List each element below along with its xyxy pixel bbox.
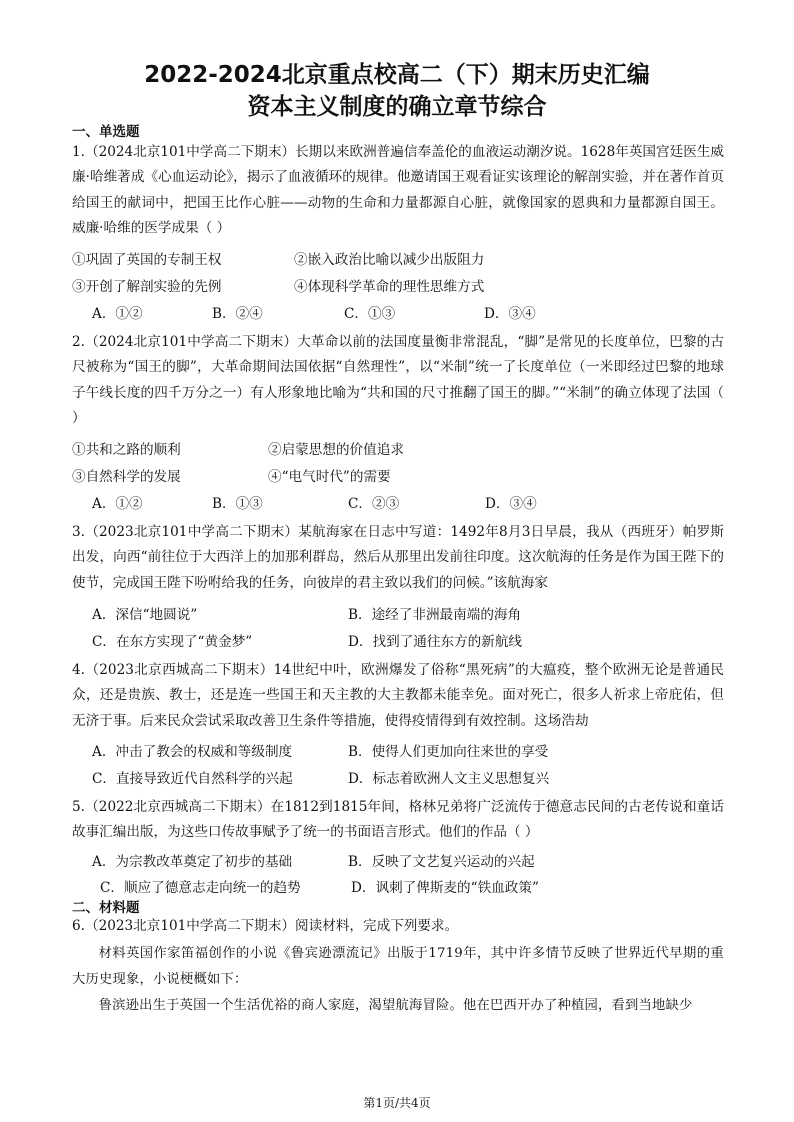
document-title: 2022-2024北京重点校高二（下）期末历史汇编 [144, 62, 650, 88]
option-b: B．途经了非洲最南端的海角 [348, 607, 522, 623]
document-subtitle: 资本主义制度的确立章节综合 [247, 94, 547, 120]
option-c: C．②③ [348, 496, 400, 512]
question-6-material-text: 鲁滨逊出生于英国一个生活优裕的商人家庭，渴望航海冒险。他在巴西开办了种植园，看到当地缺少 [98, 998, 693, 1013]
option-d: D．讽刺了俾斯麦的“铁血政策” [351, 880, 539, 896]
question-3-options-row1 [92, 603, 724, 627]
question-1-stem: 1.（2024北京101中学高二下期末）长期以来欧洲普遍信奉盖伦的血液运动潮汐说。1628年英国宫廷医生威廉·哈维著成《心血运动论》，揭示了血液循环的规律。他邀请国王观看证实该理论的解剖实验，并在著作首页给国王的献词中，把国王比作心脏——动物的生命和力量都源自心脏，就像国家的恩典和力量都源自国王。威廉·哈维的医学成果（ ） [72, 144, 724, 237]
question-2-stem: 2.（2024北京101中学高二下期末）大革命以前的法国度量衡非常混乱，“脚”是常见的长度单位，巴黎的古尺被称为“国王的脚”，大革命期间法国依据“自然理性”，以“米制”统一了长度单位（一米即经过巴黎的地球子午线长度的四千万分之一）有人形象地比喻为“共和国的尺寸推翻了国王的脚。”“米制”的确立体现了法国（ ） [72, 334, 724, 427]
question-1-statements-row2 [72, 275, 724, 299]
question-6-material-intro: 材料英国作家笛福创作的小说《鲁宾逊漂流记》出版于1719年，其中许多情节反映了世界近代早期的重大历史现象，小说梗概如下： [72, 946, 724, 987]
page-number: 第1页/共4页 [363, 1096, 431, 1110]
statement: ④“电气时代”的需要 [268, 469, 391, 485]
statement: ①巩固了英国的专制王权 [72, 252, 222, 268]
question-4-options-row1 [92, 740, 724, 764]
question-3-options-row2 [92, 630, 724, 654]
statement: ③开创了解剖实验的先例 [72, 279, 222, 295]
option-a: A．冲击了教会的权威和等级制度 [92, 744, 293, 760]
question-4-stem: 4.（2023北京西城高二下期末）14世纪中叶，欧洲爆发了俗称“黑死病”的大瘟疫，整个欧洲无论是普通民众，还是贵族、教士，还是连一些国王和天主教的大主教都未能幸免。面对死亡，很多人祈求上帝庇佑，但无济于事。后来民众尝试采取改善卫生条件等措施，使得疫情得到有效控制。这场浩劫 [72, 662, 724, 729]
option-b: B．①③ [212, 496, 263, 512]
question-5-options-row1 [92, 850, 724, 874]
option-d: D．找到了通往东方的新航线 [348, 634, 523, 650]
option-d: D．标志着欧洲人文主义思想复兴 [348, 771, 550, 787]
question-2-statements-row1 [72, 438, 724, 462]
option-d: D．③④ [485, 496, 537, 512]
question-1-statements-row1 [72, 248, 724, 272]
option-b: B．使得人们更加向往来世的享受 [348, 744, 549, 760]
option-a: A．深信“地圆说” [92, 607, 198, 623]
option-a: A．①② [92, 496, 143, 512]
question-6-stem-row [72, 914, 724, 938]
question-3-stem: 3.（2023北京101中学高二下期末）某航海家在日志中写道：1492年8月3日早晨，我从（西班牙）帕罗斯出发，向西“前往位于大西洋上的加那利群岛，然后从那里出发前往印度。这次航海的任务是作为国王陛下的使节，完成国王陛下吩咐给我的任务，向彼岸的君主致以我们的问候。”该航海家 [72, 524, 724, 591]
statement: ①共和之路的顺利 [72, 442, 181, 458]
option-c: C．①③ [344, 306, 396, 322]
question-6-stem: 6.（2023北京101中学高二下期末）阅读材料，完成下列要求。 [72, 918, 459, 934]
section-heading-single-choice: 一、单选题 [72, 124, 140, 140]
statement: ④体现科学革命的理性思维方式 [294, 279, 485, 295]
statement: ②启蒙思想的价值追求 [268, 442, 404, 458]
section-heading-material: 二、材料题 [72, 900, 140, 916]
option-d: D．③④ [484, 306, 536, 322]
option-a: A．为宗教改革奠定了初步的基础 [92, 854, 293, 870]
statement: ②嵌入政治比喻以减少出版阻力 [294, 252, 485, 268]
option-c: C．顺应了德意志走向统一的趋势 [100, 880, 301, 896]
question-4-options-row2 [92, 767, 724, 791]
option-b: B．②④ [212, 306, 263, 322]
option-b: B．反映了文艺复兴运动的兴起 [348, 854, 535, 870]
option-c: C．直接导致近代自然科学的兴起 [92, 771, 293, 787]
question-1-options [92, 302, 724, 326]
question-2-statements-row2 [72, 465, 724, 489]
option-c: C．在东方实现了“黄金梦” [92, 634, 253, 650]
question-2-options [92, 492, 724, 516]
option-a: A．①② [92, 306, 143, 322]
question-5-stem: 5.（2022北京西城高二下期末）在1812到1815年间，格林兄弟将广泛流传于德意志民间的古老传说和童话故事汇编出版，为这些口传故事赋予了统一的书面语言形式。他们的作品（ ） [72, 799, 724, 841]
question-5-options-row2 [92, 876, 724, 900]
statement: ③自然科学的发展 [72, 469, 181, 485]
